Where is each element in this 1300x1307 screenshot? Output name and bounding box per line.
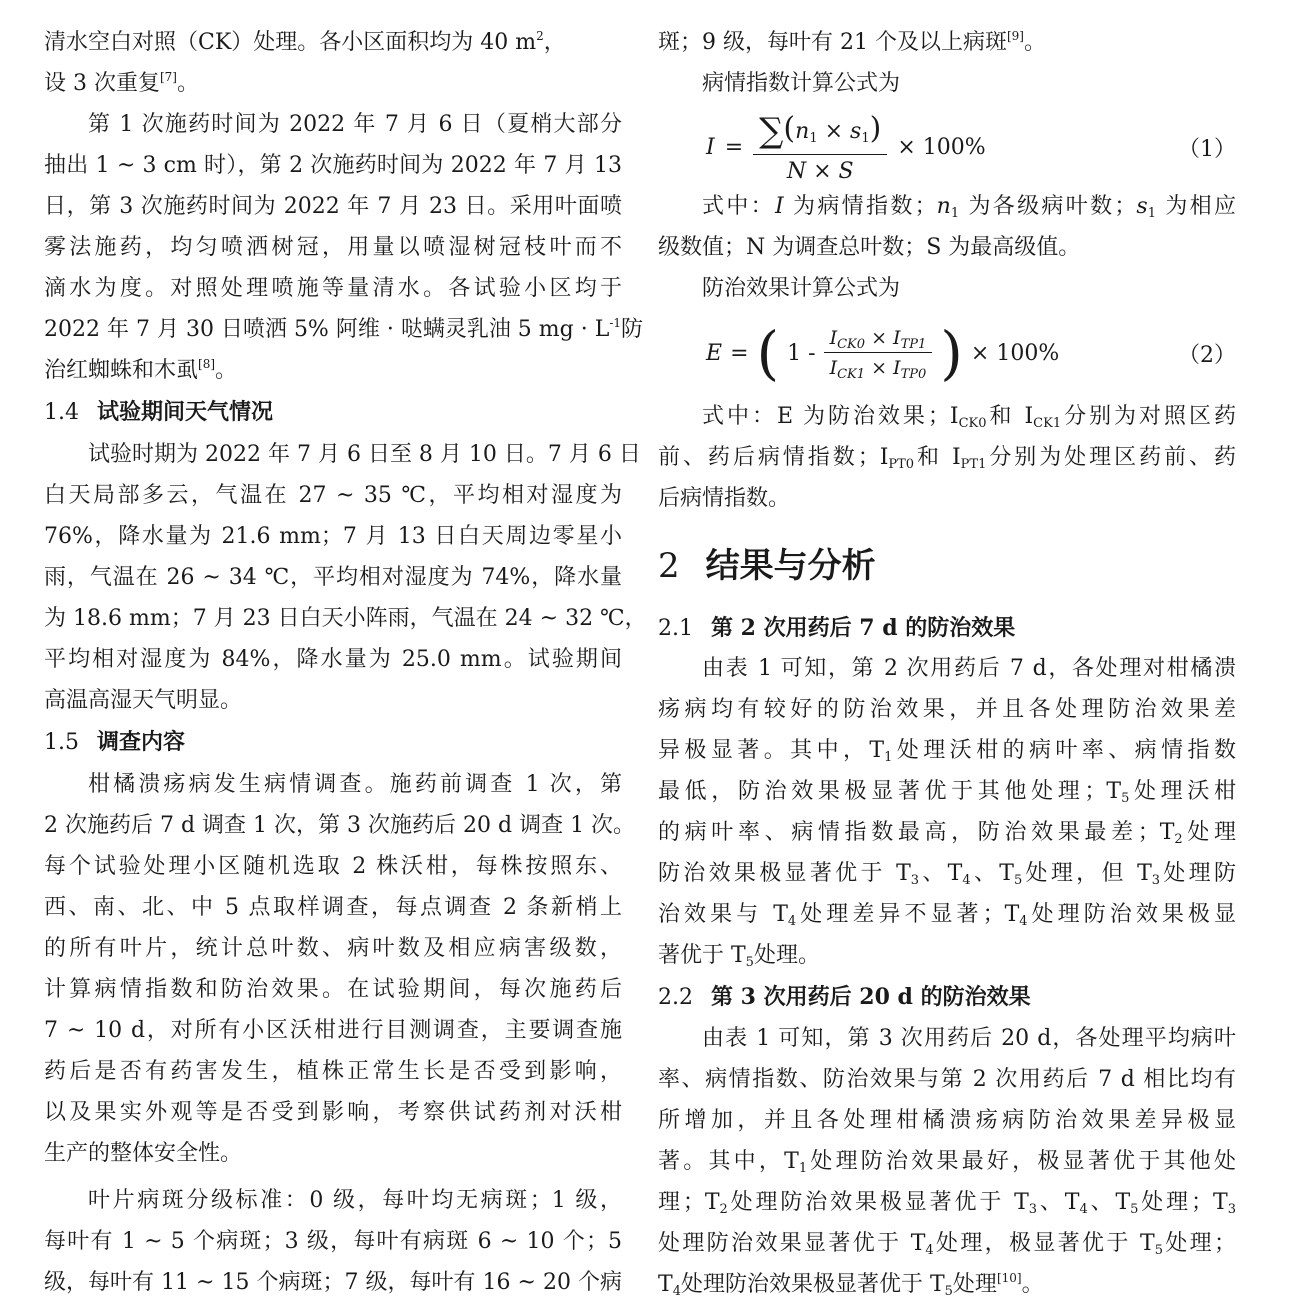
paragraph-line: 76%，降水量为 21.6 mm；7 月 13 日白天周边零星小 <box>44 524 622 549</box>
equation-number: （2） <box>1178 343 1236 368</box>
subsection-heading: 2.2 第 3 次用药后 20 d 的防治效果 <box>658 984 1031 1010</box>
paragraph-line: 式中：E 为防治效果；$I_{CK0}$和 $I_{CK1}$分别为对照区药 <box>702 404 1236 431</box>
paragraph-line: 2 次施药后 7 d 调查 1 次，第 3 次施药后 20 d 调查 1 次。 <box>44 813 636 838</box>
paragraph-line: 疡病均有较好的防治效果，并且各处理防治效果差 <box>658 697 1236 722</box>
paragraph-line: 滴水为度。对照处理喷施等量清水。各试验小区均于 <box>44 276 622 301</box>
subsection-heading: 1.4 试验期间天气情况 <box>44 399 274 425</box>
equation-number: （1） <box>1178 137 1236 162</box>
paragraph-line: 异极显著。其中，$T_1$处理沃柑的病叶率、病情指数 <box>658 738 1236 765</box>
paragraph-line: 7 ~ 10 d，对所有小区沃柑进行目测调查，主要调查施 <box>44 1018 622 1043</box>
subsection-heading: 1.5 调查内容 <box>44 729 186 755</box>
section-heading: 2 结果与分析 <box>658 546 876 586</box>
paragraph-line: 计算病情指数和防治效果。在试验期间，每次施药后 <box>44 977 622 1002</box>
paragraph-line: 第 1 次施药时间为 2022 年 7 月 6 日（夏梢大部分 <box>88 112 622 137</box>
paragraph-line: 药后是否有药害发生，植株正常生长是否受到影响， <box>44 1059 622 1084</box>
paragraph-line: 治效果与 $T_4$处理差异不显著；$T_4$处理防治效果极显 <box>658 902 1236 929</box>
paragraph-line: 著优于 $T_5$处理。 <box>658 943 820 970</box>
paragraph-line: 后病情指数。 <box>658 486 791 511</box>
paragraph-line: 每叶有 1 ~ 5 个病斑；3 级，每叶有病斑 6 ~ 10 个；5 <box>44 1229 622 1254</box>
paragraph-line: 理；$T_2$处理防治效果极显著优于 $T_3$、$T_4$、$T_5$处理；$T_3$ <box>658 1190 1236 1217</box>
paragraph-line: 所增加，并且各处理柑橘溃疡病防治效果差异极显 <box>658 1108 1236 1133</box>
paragraph-line: 雾法施药，均匀喷洒树冠，用量以喷湿树冠枝叶而不 <box>44 235 622 260</box>
paragraph-line: 设 3 次重复[7]。 <box>44 70 199 96</box>
paragraph-line: 由表 1 可知，第 2 次用药后 7 d，各处理对柑橘溃 <box>702 656 1236 681</box>
paragraph-line: 的所有叶片，统计总叶数、病叶数及相应病害级数， <box>44 936 622 961</box>
paragraph-line: 试验时期为 2022 年 7 月 6 日至 8 月 10 日。7 月 6 日 <box>88 442 641 467</box>
paragraph-line: 级，每叶有 11 ~ 15 个病斑；7 级，每叶有 16 ~ 20 个病 <box>44 1270 622 1295</box>
paragraph-line: 雨，气温在 26 ~ 34 ℃，平均相对湿度为 74%，降水量 <box>44 565 622 590</box>
paragraph-line: 抽出 1 ~ 3 cm 时），第 2 次施药时间为 2022 年 7 月 13 <box>44 153 622 178</box>
paragraph-line: 的病叶率、病情指数最高，防治效果最差；$T_2$处理 <box>658 820 1236 847</box>
paragraph-line: 防治效果极显著优于 $T_3$、$T_4$、$T_5$处理，但 $T_3$处理防 <box>658 861 1236 888</box>
paragraph-line: 前、药后病情指数；$I_{PT0}$和 $I_{PT1}$分别为处理区药前、药 <box>658 445 1236 472</box>
paragraph-line: 处理防治效果显著优于 $T_4$处理，极显著优于 $T_5$处理； <box>658 1231 1236 1258</box>
paragraph-line: 式中：I 为病情指数；$n_1$ 为各级病叶数；$s_1$ 为相应 <box>702 194 1236 221</box>
paragraph-line: 防治效果计算公式为 <box>702 276 901 301</box>
formula-2: E = ( 1 - $\frac{I_{CK0} \times I_{TP1}}{I_{CK1} \times I_{TP0}}$ ) × 100% （2） <box>706 319 1236 387</box>
paragraph-line: 率、病情指数、防治效果与第 2 次用药后 7 d 相比均有 <box>658 1067 1236 1092</box>
paragraph-line: 叶片病斑分级标准：0 级，每叶均无病斑；1 级， <box>88 1188 622 1213</box>
paragraph-line: 高温高湿天气明显。 <box>44 688 243 713</box>
paragraph-line: 为 18.6 mm；7 月 23 日白天小阵雨，气温在 24 ~ 32 ℃， <box>44 606 647 631</box>
formula-1: I = $\frac{\sum(n_1 \times s_1)}{N \times S}$ × 100% （1） <box>706 110 1236 184</box>
paragraph-line: 斑；9 级，每叶有 21 个及以上病斑[9]。 <box>658 29 1046 55</box>
subsection-heading: 2.1 第 2 次用药后 7 d 的防治效果 <box>658 615 1016 641</box>
paragraph-line: 生产的整体安全性。 <box>44 1141 243 1166</box>
paragraph-line: 治红蜘蛛和木虱[8]。 <box>44 357 238 383</box>
paragraph-line: 以及果实外观等是否受到影响，考察供试药剂对沃柑 <box>44 1100 622 1125</box>
paragraph-line: 清水空白对照（CK）处理。各小区面积均为 40 $m^2$， <box>44 29 566 55</box>
paragraph-line: 2022 年 7 月 30 日喷洒 5% 阿维 · 哒螨灵乳油 5 mg · $L^{-1}$防 <box>44 316 644 342</box>
paragraph-line: 西、南、北、中 5 点取样调查，每点调查 2 条新梢上 <box>44 895 622 920</box>
paragraph-line: $T_4$处理防治效果极显著优于 $T_5$处理[10]。 <box>658 1271 1044 1299</box>
paragraph-line: 病情指数计算公式为 <box>702 71 901 96</box>
paragraph-line: 每个试验处理小区随机选取 2 株沃柑，每株按照东、 <box>44 854 622 879</box>
paragraph-line: 柑橘溃疡病发生病情调查。施药前调查 1 次，第 <box>88 772 622 797</box>
paragraph-line: 平均相对湿度为 84%，降水量为 25.0 mm。试验期间 <box>44 647 622 672</box>
paragraph-line: 最低，防治效果极显著优于其他处理；$T_5$处理沃柑 <box>658 779 1236 806</box>
paragraph-line: 白天局部多云，气温在 27 ~ 35 ℃，平均相对湿度为 <box>44 483 622 508</box>
paragraph-line: 著。其中，$T_1$处理防治效果最好，极显著优于其他处 <box>658 1149 1236 1176</box>
paragraph-line: 日，第 3 次施药时间为 2022 年 7 月 23 日。采用叶面喷 <box>44 194 622 219</box>
paragraph-line: 级数值；N 为调查总叶数；S 为最高级值。 <box>658 235 1081 260</box>
paragraph-line: 由表 1 可知，第 3 次用药后 20 d，各处理平均病叶 <box>702 1026 1236 1051</box>
